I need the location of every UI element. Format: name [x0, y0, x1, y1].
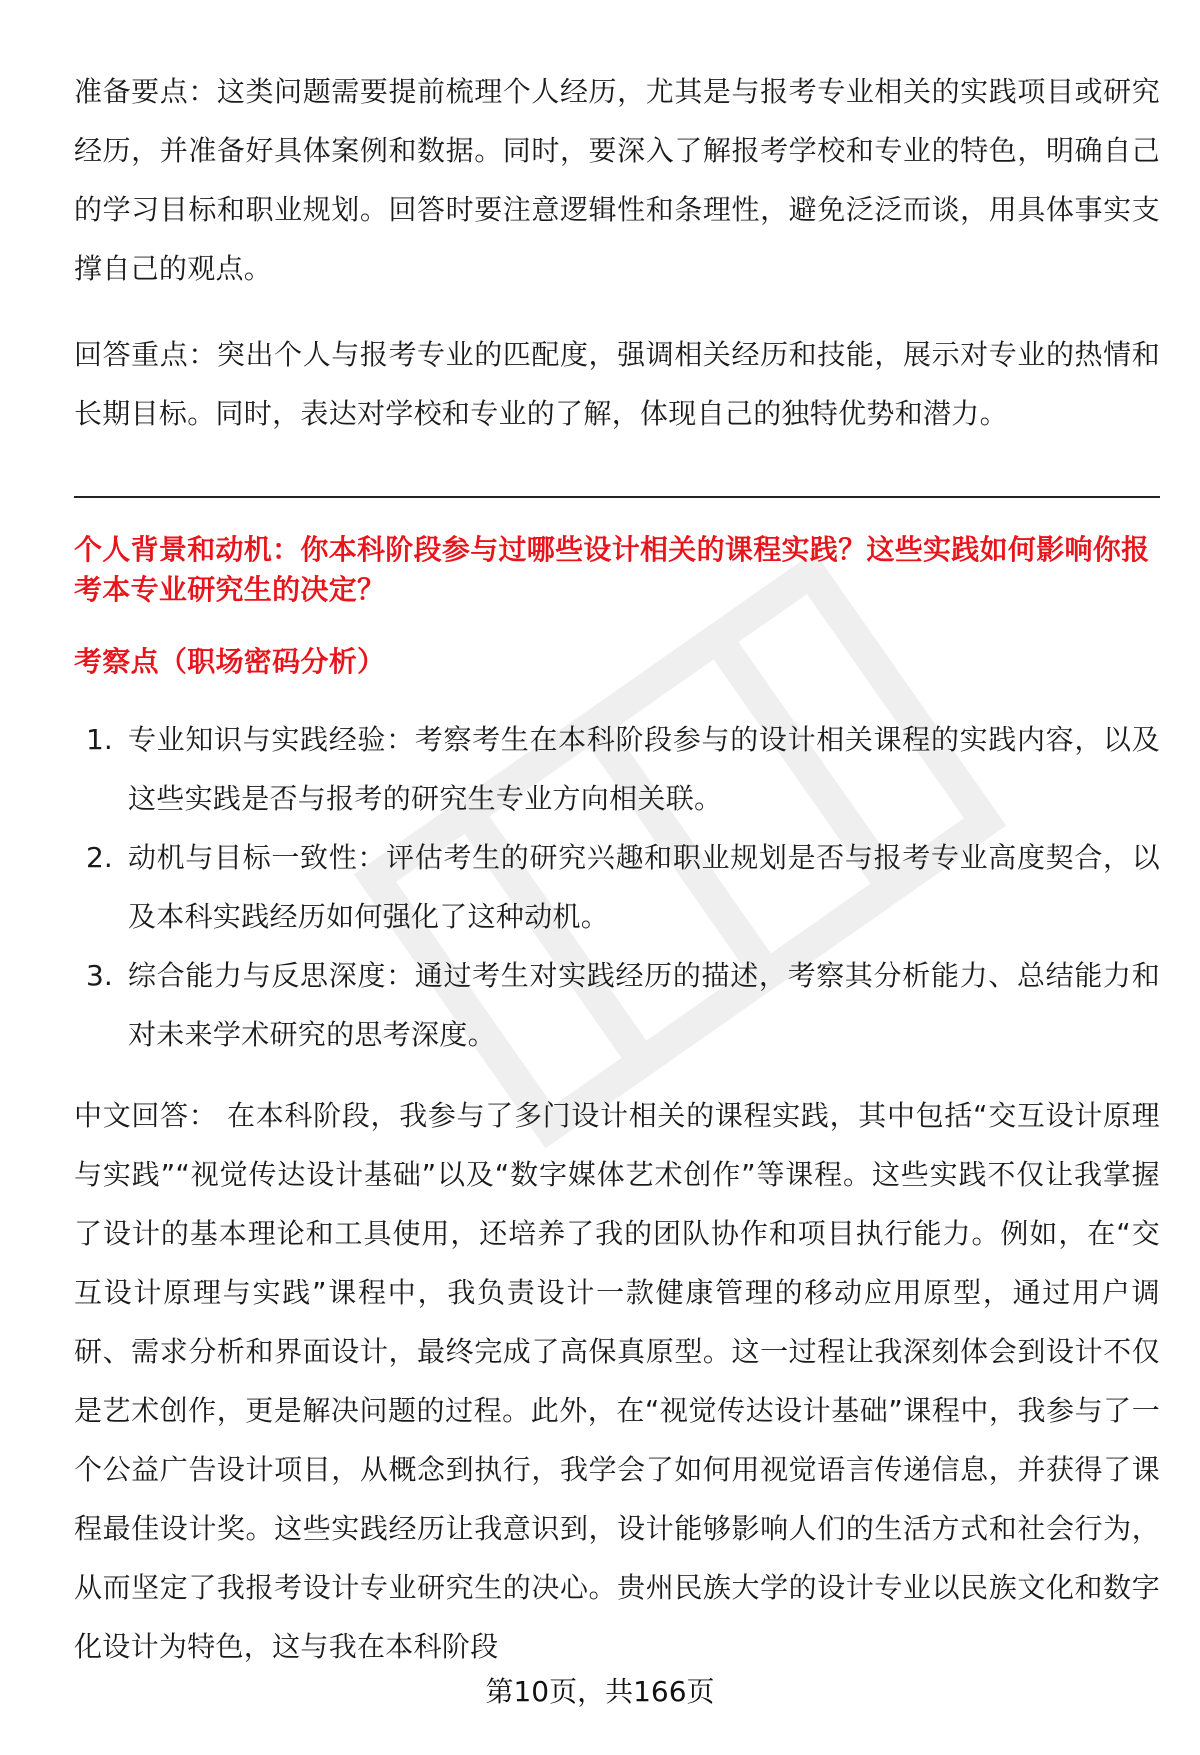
section-divider [74, 496, 1160, 498]
list-item-text: 专业知识与实践经验：考察考生在本科阶段参与的设计相关课程的实践内容，以及这些实践是否与报考的研究生专业方向相关联。 [128, 723, 1160, 815]
list-item [74, 710, 1160, 828]
chinese-answer-paragraph: 中文回答： 在本科阶段，我参与了多门设计相关的课程实践，其中包括“交互设计原理与实践”“视觉传达设计基础”以及“数字媒体艺术创作”等课程。这些实践不仅让我掌握了设计的基本理论和工具使用，还培养了我的团队协作和项目执行能力。例如，在“交互设计原理与实践”课程中，我负责设计一款健康管理的移动应用原型，通过用户调研、需求分析和界面设计，最终完成了高保真原型。这一过程让我深刻体会到设计不仅是艺术创作，更是解决问题的过程。此外，在“视觉传达设计基础”课程中，我参与了一个公益广告设计项目，从概念到执行，我学会了如何用视觉语言传递信息，并获得了课程最佳设计奖。这些实践经历让我意识到，设计能够影响人们的生活方式和社会行为，从而坚定了我报考设计专业研究生的决心。贵州民族大学的设计专业以民族文化和数字化设计为特色，这与我在本科阶段 [74, 1099, 1160, 1663]
question-title: 个人背景和动机：你本科阶段参与过哪些设计相关的课程实践？这些实践如何影响你报考本专业研究生的决定？ [74, 533, 1150, 606]
list-item-text: 综合能力与反思深度：通过考生对实践经历的描述，考察其分析能力、总结能力和对未来学术研究的思考深度。 [128, 959, 1160, 1051]
page-number-footer: 第10页，共166页 [485, 1675, 715, 1708]
list-item [74, 828, 1160, 946]
assessment-points-list [74, 710, 1160, 1064]
prep-and-focus-block [74, 62, 1160, 443]
list-item-number: 2. [86, 841, 113, 874]
answer-focus-paragraph: 回答重点：突出个人与报考专业的匹配度，强调相关经历和技能，展示对专业的热情和长期目标。同时，表达对学校和专业的了解，体现自己的独特优势和潜力。 [74, 338, 1160, 430]
list-item-number: 1. [86, 723, 113, 756]
prep-points-paragraph: 准备要点：这类问题需要提前梳理个人经历，尤其是与报考专业相关的实践项目或研究经历，并准备好具体案例和数据。同时，要深入了解报考学校和专业的特色，明确自己的学习目标和职业规划。回答时要注意逻辑性和条理性，避免泛泛而谈，用具体事实支撑自己的观点。 [74, 75, 1160, 285]
list-item-number: 3. [86, 959, 113, 992]
question-section [74, 530, 1160, 1676]
list-item-text: 动机与目标一致性：评估考生的研究兴趣和职业规划是否与报考专业高度契合，以及本科实践经历如何强化了这种动机。 [128, 841, 1160, 933]
list-item [74, 946, 1160, 1064]
assessment-subheading: 考察点（职场密码分析） [74, 645, 386, 678]
